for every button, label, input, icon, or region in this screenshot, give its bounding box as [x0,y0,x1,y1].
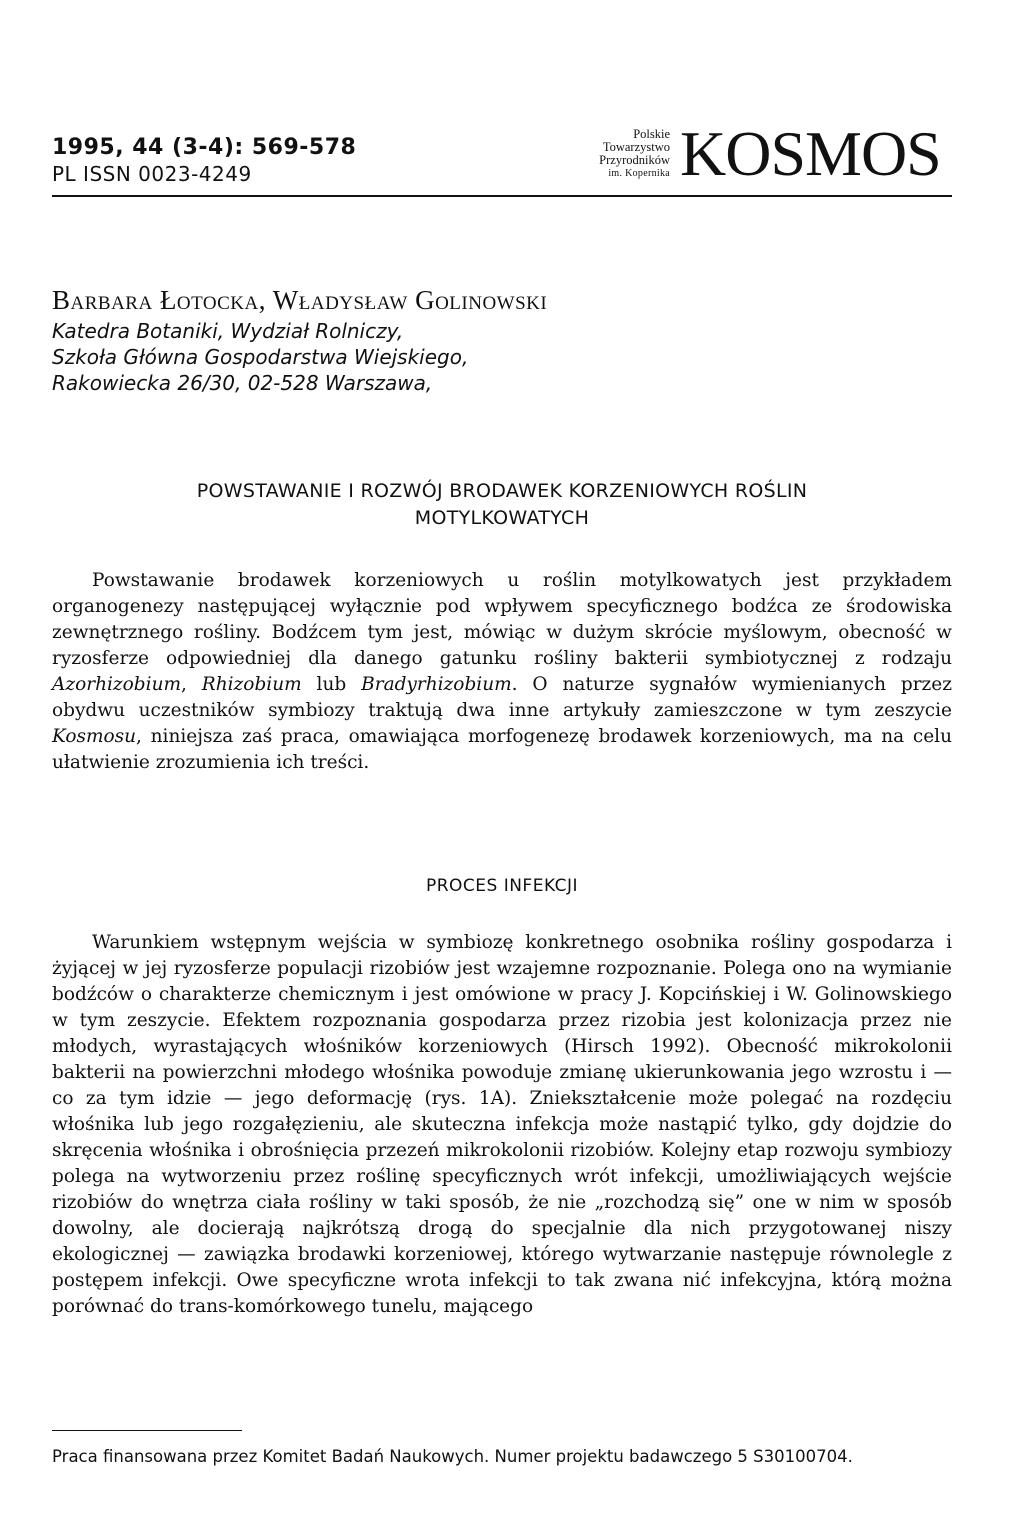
society-logo-text [540,128,670,180]
intro-text: lub [301,674,362,695]
section-heading: PROCES INFEKCJI [425,876,579,896]
society-line: im. Kopernika [608,168,670,179]
affiliation-line: Katedra Botaniki, Wydział Rolniczy, [52,319,404,343]
journal-reference: Kosmosu [52,726,137,747]
footnote-rule [52,1430,242,1431]
genus-name: Azorhizobium [52,674,182,695]
intro-text: Powstawanie brodawek korzeniowych u roślin motylkowatych jest przykładem organogenezy następującej wyłącznie pod wpływem specyficznego bodźca ze środowiska zewnętrznego rośliny. Bodźcem tym jest, mówiąc w dużym skrócie myślowym, obecność w ryzosferze odpowiedniej dla danego gatunku rośliny bakterii symbiotycznej z rodzaju [52,570,952,669]
intro-paragraph [52,568,952,776]
affiliation-line: Rakowiecka 26/30, 02-528 Warszawa, [52,371,433,395]
affiliation [52,318,468,396]
citation: 1995, 44 (3-4): 569-578 [52,135,357,160]
intro-text: . O naturze sygnałów wymienianych przez obydwu uczestników symbiozy traktują dwa inne artykuły zamieszczone w tym zeszycie [52,674,953,721]
title-line: MOTYLKOWATYCH [414,507,590,529]
title-line: POWSTAWANIE I ROZWÓJ BRODAWEK KORZENIOWYCH ROŚLIN [196,480,808,502]
intro-text: , niniejsza zaś praca, omawiająca morfogenezę brodawek korzeniowych, ma na celu ułatwienie zrozumienia ich treści. [52,726,952,773]
journal-header [52,118,952,190]
footnote: Praca finansowana przez Komitet Badań Naukowych. Numer projektu badawczego 5 S30100704. [52,1447,853,1466]
society-line: Przyrodników [599,153,670,167]
society-line: Polskie [633,127,670,141]
genus-name: Rhizobium [201,674,302,695]
society-line: Towarzystwo [602,140,670,154]
genus-name: Bradyrhizobium [361,674,512,695]
authors: Barbara Łotocka, Władysław Golinowski [52,285,548,315]
citation-block [52,134,356,186]
header-rule [52,195,952,197]
body-paragraph: Warunkiem wstępnym wejścia w symbiozę konkretnego osobnika rośliny gospodarza i żyjącej w jej ryzosferze populacji rizobiów jest wzajemne rozpoznanie. Polega ono na wymianie bodźców o charakterze chemicznym i jest omówione w pracy J. Kopcińskiej i W. Golinowskiego w tym zeszycie. Efektem rozpoznania gospodarza przez rizobia jest kolonizacja przez nie młodych, wyrastających włośników korzeniowych (Hirsch 1992). Obecność mikrokolonii bakterii na powierzchni młodego włośnika powoduje zmianę ukierunkowania jego wzrostu i — co za tym idzie — jego deformację (rys. 1A). Zniekształcenie może polegać na rozdęciu włośnika lub jego rozgałęzieniu, ale skuteczna infekcja może nastąpić tylko, gdy dojdzie do skręcenia włośnika i obrośnięcia przezeń mikrokolonii rizobiów. Kolejny etap rozwoju symbiozy polega na wytworzeniu przez roślinę specyficznych wrót infekcji, umożliwiających wejście rizobiów do wnętrza ciała rośliny w taki sposób, że nie „rozchodzą się” one w nim w sposób dowolny, ale docierają najkrótszą drogą do specjalnie dla nich przygotowanej niszy ekologicznej — zawiązka brodawki korzeniowej, którego wytwarzanie następuje równolegle z postępem infekcji. Owe specyficzne wrota infekcji to tak zwana nić infekcyjna, którą można porównać do trans-komórkowego tunelu, mającego [52,932,952,1317]
affiliation-line: Szkoła Główna Gospodarstwa Wiejskiego, [52,345,469,369]
intro-text: , [181,674,202,695]
article-title [52,478,952,532]
issn: PL ISSN 0023-4249 [52,162,252,186]
journal-title: KOSMOS [680,118,941,189]
